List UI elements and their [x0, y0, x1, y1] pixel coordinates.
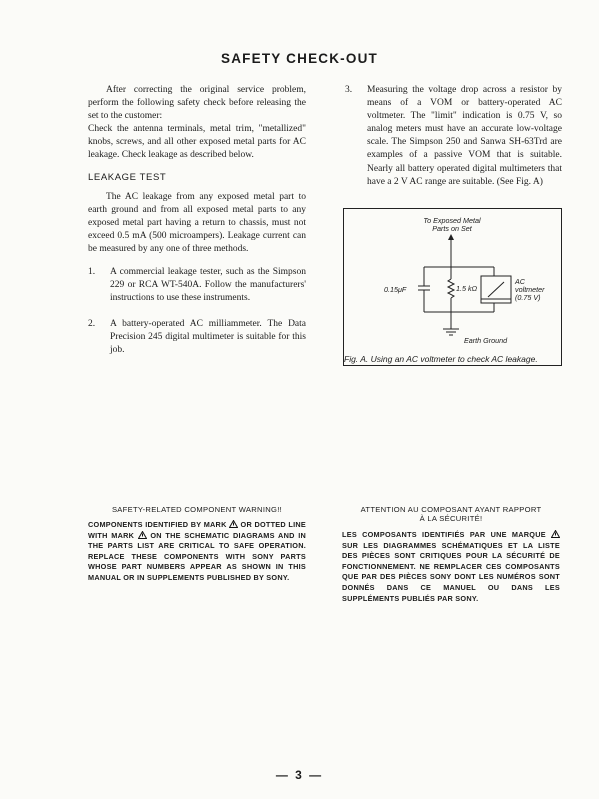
list-item-text: Measuring the voltage drop across a resistor by means of a VOM or battery-operated AC voltmeter. The "limit" indication is 0.75 V, so analog meters must have an accurate low-voltage scale. The Simpson 250 and Sanwa SH-63Trd are examples of a passive VOM that is suitable. Nearly all battery operated digital multimeters that have a 2 V AC range are suitable. (See Fig. A) [367, 85, 562, 187]
page-number: — 3 — [275, 768, 324, 782]
safety-mark-icon [229, 520, 238, 528]
warning-fr-part2: SUR LES DIAGRAMMES SCHÉMATIQUES ET LA LISTE DES PIÈCES SONT CRITIQUES POUR LA SÉCURITÉ DE FONCTIONNEMENT. NE REMPLACER CES COMPOSANTS QUE PAR DES PIÈCES SONY DONT LES NUMÉROS SONT DONNÉS DANS CE MANUEL OU DANS LES SUPPLÉMENTS PUBLIÉS PAR SONY. [342, 540, 560, 603]
page-title: SAFETY CHECK-OUT [221, 51, 378, 66]
list-item-number: 3. [345, 85, 353, 95]
voltmeter-label-line2: voltmeter [515, 285, 545, 294]
safety-mark-icon [138, 531, 147, 539]
list-item-text: A battery-operated AC milliammeter. The Data Precision 245 digital multimeter is suitable for this job. [110, 319, 306, 356]
probe-label [416, 217, 488, 233]
warning-fr-part1: LES COMPOSANTS IDENTIFIÉS PAR UNE MARQUE [342, 530, 546, 539]
warning-fr-heading-line1: ATTENTION AU COMPOSANT AYANT RAPPORT [360, 505, 542, 514]
intro-paragraph-2 [88, 123, 306, 162]
voltmeter-label [515, 278, 545, 302]
list-item-3 [345, 84, 562, 189]
capacitor-label: 0.15μF [384, 285, 407, 294]
warning-en-part1: COMPONENTS IDENTIFIED BY MARK [88, 520, 227, 529]
leakage-paragraph [88, 191, 306, 256]
list-item-1 [88, 266, 306, 305]
figure-caption: Fig. A. Using an AC voltmeter to check AC leakage. [344, 354, 538, 364]
intro-paragraph [88, 84, 306, 123]
probe-label-line2: Parts on Set [432, 224, 472, 233]
leakage-heading: LEAKAGE TEST [88, 172, 167, 183]
warning-body-fr [342, 530, 560, 604]
warning-heading-fr [342, 505, 560, 523]
ground-label: Earth Ground [464, 336, 508, 345]
probe-label-line1: To Exposed Metal [423, 216, 481, 225]
leakage-text: The AC leakage from any exposed metal part to earth ground and from all exposed metal parts to any exposed metal part having a return to chassis, must not exceed 0.5 mA (500 microampers). Leakage current can be measured by any one of three methods. [88, 192, 306, 255]
intro2-text: Check the antenna terminals, metal trim, "metallized" knobs, screws, and all other exposed metal parts for AC leakage. Check leakage as described below. [88, 124, 306, 161]
figure-a-box [343, 208, 562, 366]
safety-mark-icon [551, 530, 560, 538]
intro-text: After correcting the original service problem, perform the following safety check before releasing the set to the customer: [88, 85, 306, 122]
list-item-2 [88, 318, 306, 357]
voltmeter-label-line1: AC [515, 277, 525, 286]
list-item-number: 1. [88, 267, 96, 277]
warning-en-part2: OR DOTTED LINE WITH MARK [88, 520, 307, 540]
warning-fr-heading-line2: À LA SÉCURITÉ! [419, 514, 483, 523]
resistor-label: 1.5 kΩ [456, 284, 478, 293]
list-item-number: 2. [88, 319, 96, 329]
warning-heading-en: SAFETY-RELATED COMPONENT WARNING!! [111, 505, 283, 514]
warning-body-en [88, 520, 306, 584]
warning-en-part3: ON THE SCHEMATIC DIAGRAMS AND IN THE PARTS LIST ARE CRITICAL TO SAFE OPERATION. REPLACE THESE COMPONENTS WITH SONY PARTS WHOSE PART NUMBERS APPEAR AS SHOWN IN THIS MANUAL OR IN SUPPLEMENTS PUBLISHED BY SONY. [88, 530, 307, 582]
voltmeter-label-line3: (0.75 V) [515, 293, 541, 302]
list-item-text: A commercial leakage tester, such as the Simpson 229 or RCA WT-540A. Follow the manufacturers' instructions to use these instruments. [110, 267, 306, 304]
